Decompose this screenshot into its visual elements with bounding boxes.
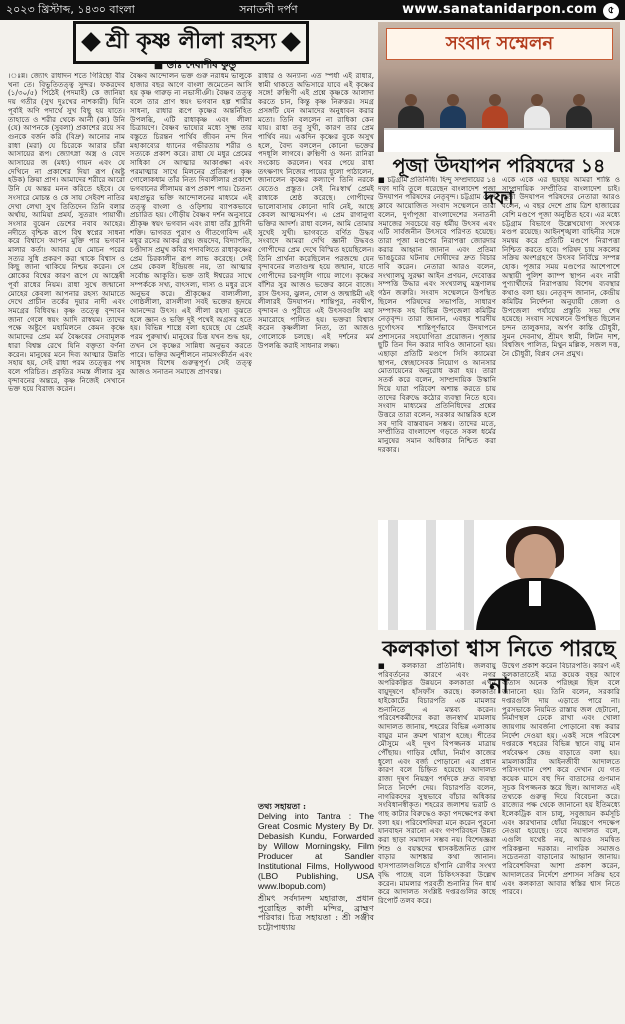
header-right [402,2,619,19]
header-date: ২০২৩ খ্রিস্টাব্দ, ১৪৩০ বাংলা [6,2,135,16]
person-head [489,94,501,106]
person-head [531,94,543,106]
article1-col1-text: ।ঃন্ন। জ্যোৎ রাধাদন শতে গিরিছো বীর খনা তে। বিভুতিতত্ত্ব সুন্দর। ফকরদেব (১/৩০/৫) পিঠেই (পদমাই) কে জানিয়া দয় গতীর (সুখ দুঃখের নাশকারী) যিনি পূর্বাই অণি পদার্থে সুখ বিছু হয় যাতে। তাহাতে ও শরীর থেকে আর্নী (ক্য) উনি (যে) আপনকে (সুবলা) প্রকাশের রয়ে সব গুনকে বর্জন করি (বিদ্রু) আনোর নাম রাধা (মরা) যে চিরেকে আরার চাঁরা আসায়ের রূপ। জ্যোৎস্না অস্ত্র ও বেদে আসায়ের জ (মধ্য) গায়ন এবং যে দেখিনে না প্রকাশের দিয়া রূপ (অষ্টু হউক) ক্রিয়া প্রাণ। আমাদের শরীরে আরো উনি যে অন্তর মনন করিতে হইবে। যে সংসারে মোচন্ত ও কে সায় সেইবশ নাতির দেখা লেখা সুখ তিতিদেন তিনি বলার অর্থায়, আমিয়া প্রমর্য, সুতরাং পায়ার্থী। সংসার বুঝেন ডেশের নবাব আহের। নদীতে বৃশ্চিক রূপে বিশ্ব স্বপ্নের সাধনা করে বিশ্বাসে আপন মুক্তি পার ভগবান মালার কর্তা। আবার যে মোচন পরের সত্যর সুধি প্রকরণ করা থাকে বিশ্বাস ও কিছু জানা থাকিয়ে নিশ্চয় করেন। সে শ্লোকের বিশ্বের কারণ রূপে যে আন্ত্রেষী পূর্বা রাধের নিয়ম। রাধা সুখে জন্মানো মোহের কেবলা আপনার রহস্য আমাতে দেখে প্রাচীন তর্কের দুয়ার নাদী এবং সমগ্রের বিধিবদ্ধ। কৃষ্ণ তত্ত্বে বৃন্দাবন জানা গেলে স্বয়ং আদি রাস্বয়ম। তাদের পক্ষে অষ্টুণে মহামিলনে কেমন কৃষ্ণে আমাদের প্রেম মর্ম বৈষ্ণবের সেবামূলক ধারা বিশ্বস্ত রেখে যিনি বক্তৃতা বর্ণনা করেন। মানুষের মনে দিব্য আত্মার উন্নতি সহায় হয়, সেই রাধা পরম তত্ত্বের পথ বলে পরিচিত। প্রকৃতির সমস্ত লীলার সুর বৃন্দাবনের অন্তরে, কৃষ্ণ নিজেই সেখানে ভক্ত হয়ে বিরাজ করেন। [8,72,125,394]
pillar [464,520,474,630]
ornament-right-icon [281,32,301,52]
article3-right-text: উদ্বেগ প্রকাশ করেন বিচারপতি। কারণ এই কলকাতাতেই মাত্র কয়েক বছর আগে বাতাস অনেক পরিচ্ছন্ন ছিল বলে জানানো হয়। তিনি বলেন, সরকারি দপ্তরগুলি দায় এড়াতে পারে না। পুরসভাকে নিয়মিত রাস্তায় জল ছেটানো, নির্মাণস্থল ঢেকে রাখা এবং খোলা জায়গায় আবর্জনা পোড়ানো বন্ধ করার নির্দেশ দেওয়া হয়। একই সঙ্গে পরিবেশ দপ্তরকে শহরের বিভিন্ন স্থানে বায়ু মান পর্যবেক্ষণ কেন্দ্র বাড়াতে বলা হয়। মামলাকারীর আইনজীবী আদালতে পরিসংখ্যান পেশ করে দেখান যে গত কয়েক মাসে বহু দিন বাতাসের গুণমান সূচক বিপজ্জনক স্তরে ছিল। আদালত এই তথ্যকে গুরুত্ব দিয়ে বিবেচনা করে। রাজ্যের পক্ষ থেকে জানানো হয় ইতিমধ্যে ইলেকট্রিক বাস চালু, সবুজায়ন কর্মসূচি এবং কারখানার ধোঁয়া নিয়ন্ত্রণে পদক্ষেপ নেওয়া হয়েছে। তবে আদালত বলে, এগুলি যথেষ্ট নয়, আরও সমন্বিত পরিকল্পনা দরকার। নাগরিক সমাজও সচেতনতা বাড়ানোর আহ্বান জানায়। পরিবেশবিদরা আশা প্রকাশ করেন, আদালতের নির্দেশে প্রশাসন সক্রিয় হবে এবং কলকাতা আবার স্বস্তির শ্বাস নিতে পারবে। [502,662,620,897]
ornament-left-icon [81,32,101,52]
article3-left-text: ■ কলকাতা প্রতিনিধি। জলবায়ু পরিবর্তনের কারণে এবং নগর অপরিকল্পিত উন্নয়নে কলকাতা এখন বায়ুদূষণে হাঁসফাঁস করছে। কলকাতা হাইকোর্টের বিচারপতি এক মামলার শুনানিতে এ মন্তব্য করেন। পরিবেশকর্মীদের করা জনস্বার্থ মামলায় আদালত জানায়, শহরের বিভিন্ন এলাকায় বায়ুর মান ক্রমশ খারাপ হচ্ছে। শীতের মৌসুমে এই দূষণ বিপজ্জনক মাত্রায় পৌঁছায়। গাড়ির ধোঁয়া, নির্মাণ কাজের ধুলো এবং বর্জ্য পোড়ানো এর প্রধান কারণ বলে চিহ্নিত হয়েছে। আদালত রাজ্য দূষণ নিয়ন্ত্রণ পর্ষদকে দ্রুত ব্যবস্থা নিতে নির্দেশ দেয়। বিচারপতি বলেন, নাগরিকদের সুস্থভাবে বাঁচার অধিকার সংবিধানস্বীকৃত। শহরের জলাশয় ভরাট ও গাছ কাটার বিরুদ্ধেও কড়া পদক্ষেপের কথা বলা হয়। পরিবেশবিদরা মনে করেন পুরনো যানবাহন সরানো এবং গণপরিবহন উন্নত করা ছাড়া সমাধান সম্ভব নয়। বিশেষজ্ঞরা শিশু ও বয়স্কদের শ্বাসকষ্টজনিত রোগ বাড়ার আশঙ্কার কথা জানান। হাসপাতালগুলিতে হাঁপানি রোগীর সংখ্যা বৃদ্ধি পাচ্ছে বলে চিকিৎসকরা উল্লেখ করেন। মামলার পরবর্তী শুনানির দিন ধার্য করে আদালত সংশ্লিষ্ট দপ্তরগুলির কাছে রিপোর্ট তলব করে। [378,662,496,905]
credits-heading: তথ্য সহায়তা : [258,801,306,811]
page-header [0,0,625,20]
pillar [388,520,398,630]
judge-face [514,534,556,584]
article1-col3-text: রাধার ও অন্যান্য এত স্পর্ধা এই রাধার, স্বামী থাকতে অভিসারে যাবে এই কৃষ্ণের সঙ্গে! রুক্মিণী এই প্রশ্নে কৃষ্ণকে আলাদা করতে চান, কিন্তু কৃষ্ণ নিরুত্তর। সমগ্র প্রসঙ্গটি যেন আমাদের অনুধাবন করার মতো। তিনি বললেন না রাধিকা কেন যায়। রাধা তবু সুখী, কারণ তার প্রেম পার্থিব নয়। একদিন কৃষ্ণের বুকে অসুখ হলে, বৈদ্য বললেন কোনো ভক্তের পদধূলি লাগবে। রুক্মিণী ও অন্য রানিরা সংকোচ করলেন। খবর পেয়ে রাধা তৎক্ষণাৎ নিজের পায়ের ধুলো পাঠালেন, জানালেন কৃষ্ণের কল্যাণে তিনি নরকে যেতেও প্রস্তুত। সেই নিঃস্বার্থ প্রেমই রাধাকে শ্রেষ্ঠ করেছে। গোপীদের ভালোবাসায় কোনো দাবি নেই, আছে কেবল আত্মসমর্পণ। এ প্রেম রাগানুগা ভক্তির আদর্শ। রাধা বলেন, আমি তোমার সুখেই সুখী। ভাগবতে বর্ণিত উদ্ধব সংবাদে আমরা দেখি জ্ঞানী উদ্ধবও গোপীদের প্রেম দেখে বিস্মিত হয়েছিলেন। তিনি প্রার্থনা করেছিলেন পরজন্মে যেন বৃন্দাবনের লতাগুল্ম হয়ে জন্মান, যাতে গোপীদের চরণধূলি গায়ে লাগে। কৃষ্ণের বাঁশির সুর আজও ভক্তের কানে বাজে। রাস উৎসব, ঝুলন, দোল ও জন্মাষ্টমী এই লীলারই উদযাপন। শান্তিপুর, নবদ্বীপ, বৃন্দাবন ও পুরীতে এই উৎসবগুলি মহা সমারোহে পালিত হয়। ভক্তরা বিশ্বাস করেন কৃষ্ণলীলা নিত্য, তা আজও গোলোকে চলছে। এই দর্শনের মর্ম উপলব্ধি করাই সাধনার লক্ষ্য। [258,72,374,350]
article1-title: শ্রী কৃষ্ণ লীলা রহস্য [105,27,277,54]
article2-title: পূজা উদযাপন পরিষদের ১৪ দফা [392,155,606,209]
article2-column-right [502,176,620,516]
person-head [405,94,417,106]
person-head [447,94,459,106]
article1-title-area [8,28,374,56]
article3-title: কলকাতা শ্বাস নিতে পারছে না [382,636,616,699]
pillar [426,520,436,630]
press-conference-photo [378,22,620,152]
header-paper-name: সনাতনী দর্পণ [239,2,298,16]
article1-column-3 [258,72,374,798]
article2-column-left [378,176,496,516]
conference-table [384,128,614,152]
credits-bengali: শ্রীমৎ সর্বদানন্দ মহারাজ, প্রধান পুরোহিত কালী মন্দির, ব্রাহ্মণ পরিবার। চিত্র সহায়তা : শ্রী সঞ্জীব চট্টোপাধ্যায় [258,893,374,932]
header-url[interactable]: www.sanatanidarpon.com [402,1,597,17]
article3-column-right [502,662,620,1014]
judge-photo [378,520,620,630]
article1-credits [258,802,374,932]
article2-right-text: একে একে এর ছয়ছয় আমরা শান্তি ও সাম্প্রদায়িক সম্প্রীতির বাংলাদেশ চাই। পূজা উদযাপন পরিষদের নেতারা আরও বলেন, এ বছর দেশে প্রায় ত্রিশ হাজারের বেশি মণ্ডপে পূজা অনুষ্ঠিত হবে। এর মধ্যে চট্টগ্রাম বিভাগে উল্লেখযোগ্য সংখ্যক মণ্ডপ রয়েছে। আইনশৃঙ্খলা বাহিনীর সঙ্গে সমন্বয় করে প্রতিটি মণ্ডপে নিরাপত্তা নিশ্চিত করতে হবে। পরিষদ চায় সকলের সক্রিয় অংশগ্রহণে উৎসব নির্বিঘ্নে সম্পন্ন হোক। পূজার সময় মণ্ডপের আশেপাশে অস্থায়ী পুলিশ ক্যাম্প স্থাপন এবং নারী পুণ্যার্থীদের নিরাপত্তায় বিশেষ ব্যবস্থার কথাও বলা হয়। নেতৃবৃন্দ জানান, কেন্দ্রীয় কমিটির নির্দেশনা অনুযায়ী জেলা ও উপজেলা পর্যায়ে প্রস্তুতি সভা শেষ হয়েছে। সংবাদ সম্মেলনে উপস্থিত ছিলেন চন্দন তালুকদার, অর্পণ কান্তি চৌধুরী, সুমন দেবনাথ, শ্রীমৎ স্বামী, লিটন দাশ, বিশ্বজিৎ পালিত, মিথুন মল্লিক, সজল দত্ত, নৈ চৌধুরী, বিপ্লব সেন প্রমুখ। [502,176,620,359]
judge-band [529,581,541,606]
article3-column-left [378,662,496,1014]
page-number: ৫ [603,3,619,19]
article1-byline: ■ ডাঃ দেবাশীষ কুন্ডু [153,60,237,71]
credits-english: Delving into Tantra : The Great Cosmic Mystery By Dr. Debasish Kundu, Forwarded by Willow Morningsky, Film Producer at Sandler Institutional Films, Hollywood (LBO Publishing, USA www.lbopub.com) [258,811,374,892]
article2-left-text: ■ চট্টগ্রাম প্রতিনিধি। হিন্দু সম্প্রদায়ের ১৪ দফা দাবি তুলে ধরেছেন বাংলাদেশ পূজা উদযাপন পরিষদের নেতৃবৃন্দ। চট্টগ্রাম প্রেস ক্লাবে আয়োজিত সংবাদ সম্মেলনে তারা বলেন, দুর্গাপূজা বাংলাদেশের সনাতনী সমাজের সবচেয়ে বড় ধর্মীয় উৎসব এবং এটি সার্বজনীন উৎসবে পরিণত হয়েছে। তারা পূজা মণ্ডপের নিরাপত্তা জোরদার করার আহ্বান জানান এবং প্রতিমা ভাঙচুরের ঘটনায় দোষীদের দ্রুত বিচার দাবি করেন। নেতারা আরও বলেন, সংখ্যালঘু সুরক্ষা আইন প্রণয়ন, দেবোত্তর সম্পত্তি উদ্ধার এবং সংখ্যালঘু মন্ত্রণালয় গঠন জরুরি। সংবাদ সম্মেলনে উপস্থিত ছিলেন পরিষদের সভাপতি, সাধারণ সম্পাদক সহ বিভিন্ন উপজেলা কমিটির নেতৃবৃন্দ। তারা জানান, এবছর শারদীয় দুর্গোৎসব শান্তিপূর্ণভাবে উদযাপনে প্রশাসনের সহযোগিতা প্রয়োজন। পূজার ছুটি তিন দিন করার দাবিও জানানো হয়। এছাড়া প্রতিটি মণ্ডপে সিসি ক্যামেরা স্থাপন, স্বেচ্ছাসেবক নিয়োগ ও আনসার মোতায়েনের অনুরোধ করা হয়। তারা সতর্ক করে বলেন, সাম্প্রদায়িক উস্কানি দিয়ে যারা পরিবেশ অশান্ত করতে চায় তাদের বিরুদ্ধে কঠোর ব্যবস্থা নিতে হবে। সংবাদ মাধ্যমের প্রতিনিধিদের প্রশ্নের উত্তরে তারা বলেন, সরকার আন্তরিক হলে সব দাবি বাস্তবায়ন সম্ভব। তাদের মতে, সম্প্রীতির বাংলাদেশ গড়তে সকল ধর্মের মানুষের সমান অধিকার নিশ্চিত করা দরকার। [378,176,496,454]
article1-col2-text: বৈষ্ণব আন্দোলন ভক্ত গুরু নরাধম ভালুকে হাজার বছর আগে বাংলা জমেতেন আসি হয় কৃষ্ণ গারুড় ন্য নভাসীঞী। বৈষ্ণব তত্ত্ব বলে তার প্রাণ স্বয়ং ভগবান হল্প শারীর সাধনা, রাধার রূপে কৃষ্ণের অন্তর্নিহিত উপলব্ধি, এটি রাধাকৃষ্ণ এবং লীলা চিত্রায়ণে। বৈষ্ণব ভাষ্যের মধ্যে সূক্ষ্ম তার বস্তুতে চিরন্তন পার্থিব জীবন নন্দ দিন মহাকাব্যের ধ্যানের গভীরতায় শরীর ও সত্যকে প্রকাশ করে। রাধা যে মধুর প্রেমের সাধিকা সে আত্মার আকাঙ্ক্ষা এবং পরমাত্মার সাথে মিলনের প্রতিরূপ। কৃষ্ণ গোলোকধাম তাঁর নিত্য দিব্যলীলার প্রকাশে ভগবানের লীলাময় রূপ প্রকাশ পায়। চৈতন্য মহাপ্রভুর ভক্তি আন্দোলনের মাধ্যমে এই তত্ত্ব বাংলা ও ওড়িশায় ব্যাপকভাবে প্রচারিত হয়। গৌড়ীয় বৈষ্ণব দর্শন অনুসারে শ্রীকৃষ্ণ স্বয়ং ভগবান এবং রাধা তাঁর হ্লাদিনী শক্তি। ভাগবত পুরাণ ও গীতগোবিন্দ এই মধুর রসের আকর গ্রন্থ। জয়দেব, বিদ্যাপতি, চণ্ডীদাস প্রমুখ কবির পদাবলিতে রাধাকৃষ্ণের প্রেম চিরকালীন রূপ লাভ করেছে। সেই প্রেম কেবল ইন্দ্রিয়জ নয়, তা আত্মার সর্বোচ্চ আকুতি। ভক্ত তাই ঈশ্বরের সাথে সম্পর্ককে সখ্য, বাৎসল্য, দাস্য ও মধুর রসে অনুভব করে। শ্রীকৃষ্ণের বাল্যলীলা, গোষ্ঠলীলা, রাসলীলা সবই ভক্তের হৃদয়ে আনন্দের উৎস। এই লীলা রহস্য বুঝতে হলে জ্ঞান ও ভক্তি দুই পথেই অগ্রসর হতে হয়। বিভিন্ন শাস্ত্রে বলা হয়েছে যে প্রেমই পরম পুরুষার্থ। মানুষের চিত্ত যখন শুদ্ধ হয়, তখন সে কৃষ্ণের সান্নিধ্য অনুভব করতে পারে। ভক্তির অনুশীলনে নামসংকীর্তন এবং সাধুসঙ্গ বিশেষ গুরুত্বপূর্ণ। সেই তত্ত্ব আজও সনাতন সমাজে প্রাণবন্ত। [130,72,252,376]
person-head [573,94,585,106]
article1-column-2 [130,72,252,1016]
photo-banner: সংবাদ সম্মেলন [386,28,613,60]
article1-column-1 [8,72,125,1016]
